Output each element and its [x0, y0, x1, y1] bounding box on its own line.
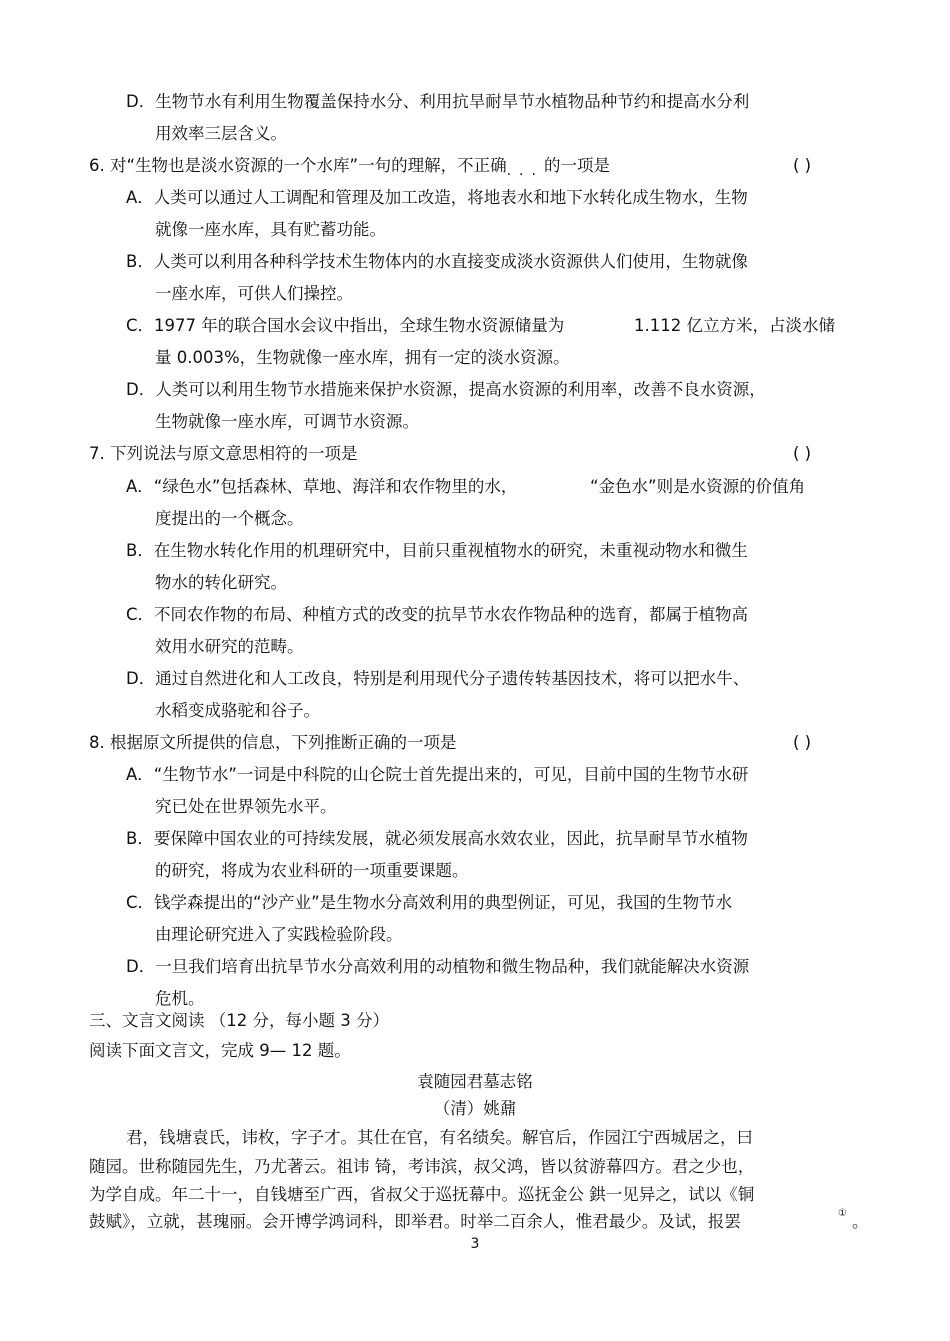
- footnote-ref: ①: [838, 1208, 847, 1219]
- q5-option-d-line2: 用效率三层含义。: [155, 124, 287, 143]
- q7-option-b-line1: B．在生物水转化作用的机理研究中，目前只重视植物水的研究，未重视动物水和微生: [126, 541, 748, 560]
- q7-option-a-line2: 度提出的一个概念。: [155, 509, 304, 528]
- q8-option-b-line1: B．要保障中国农业的可持续发展，就必须发展高水效农业，因此，抗旱耐旱节水植物: [126, 829, 748, 848]
- q6-stem-end: 的一项是: [543, 156, 610, 175]
- q8-answer-blank: ( ): [793, 733, 812, 752]
- q7-option-a-line1a: A．“绿色水”包括森林、草地、海洋和农作物里的水，: [126, 477, 518, 496]
- emphasis-dots: ...: [506, 163, 544, 179]
- q8-option-a-line2: 究已处在世界领先水平。: [155, 797, 337, 816]
- passage-line4: 鼓赋》，立就，甚瑰丽。会开博学鸿词科，即举君。时举二百余人，惟君最少。及试，报罢: [89, 1212, 741, 1231]
- q6-option-b-line2: 一座水库，可供人们操控。: [155, 284, 353, 303]
- q6-answer-blank: ( ): [793, 156, 812, 175]
- q6-stem-text: 6. 对“生物也是淡水资源的一个水库”一句的理解，不正确: [89, 156, 507, 175]
- section-heading: 三、文言文阅读 （12 分，每小题 3 分）: [89, 1011, 389, 1030]
- passage-line1: 君，钱塘袁氏，讳枚，字子才。其仕在官，有名绩矣。解官后，作园江宁西城居之，曰: [126, 1128, 753, 1147]
- passage-author: （清）姚鼐: [433, 1099, 517, 1118]
- q7-option-d-line1: D．通过自然进化和人工改良，特别是利用现代分子遗传转基因技术，将可以把水牛、: [126, 669, 750, 688]
- q7-stem: 7. 下列说法与原文意思相符的一项是: [89, 444, 358, 463]
- q6-option-c-line1a: C．1977 年的联合国水会议中指出，全球生物水资源储量为: [126, 316, 565, 335]
- passage-line3: 为学自成。年二十一，自钱塘至广西，省叔父于巡抚幕中。巡抚金公 鉷一见异之，试以《铜: [89, 1185, 755, 1204]
- q6-option-b-line1: B．人类可以利用各种科学技术生物体内的水直接变成淡水资源供人们使用，生物就像: [126, 252, 748, 271]
- q6-option-c-line2: 量 0.003%，生物就像一座水库，拥有一定的淡水资源。: [155, 348, 570, 367]
- q7-option-c-line2: 效用水研究的范畴。: [155, 637, 304, 656]
- q7-answer-blank: ( ): [793, 444, 812, 463]
- q8-stem: 8. 根据原文所提供的信息，下列推断正确的一项是: [89, 733, 457, 752]
- q7-option-b-line2: 物水的转化研究。: [155, 573, 287, 592]
- section-instruction: 阅读下面文言文，完成 9— 12 题。: [89, 1041, 351, 1060]
- q8-option-b-line2: 的研究，将成为农业科研的一项重要课题。: [155, 861, 469, 880]
- passage-line2: 随园。世称随园先生，乃尤著云。祖讳 锜，考讳滨，叔父鸿，皆以贫游幕四方。君之少也，: [89, 1157, 755, 1176]
- page-number: 3: [470, 1236, 480, 1252]
- q7-option-a-line1b: “金色水”则是水资源的价值角: [590, 477, 806, 496]
- q8-option-c-line1: C．钱学森提出的“沙产业”是生物水分高效利用的典型例证，可见，我国的生物节水: [126, 893, 733, 912]
- q8-option-d-line2: 危机。: [155, 989, 205, 1008]
- footnote-marker: [838, 1203, 847, 1229]
- passage-title: 袁随园君墓志铭: [417, 1072, 533, 1091]
- q5-option-d-line1: D．生物节水有利用生物覆盖保持水分、利用抗旱耐旱节水植物品种节约和提高水分利: [126, 92, 750, 111]
- q6-option-a-line1: A．人类可以通过人工调配和管理及加工改造，将地表水和地下水转化成生物水，生物: [126, 188, 748, 207]
- q6-option-c-line1b: 1.112 亿立方米，占淡水储: [634, 316, 835, 335]
- q8-option-d-line1: D．一旦我们培育出抗旱节水分高效利用的动植物和微生物品种，我们就能解决水资源: [126, 957, 750, 976]
- q7-option-d-line2: 水稻变成骆驼和谷子。: [155, 701, 320, 720]
- q8-option-c-line2: 由理论研究进入了实践检验阶段。: [155, 925, 403, 944]
- q6-option-d-line1: D．人类可以利用生物节水措施来保护水资源，提高水资源的利用率，改善不良水资源，: [126, 380, 766, 399]
- q6-option-a-line2: 就像一座水库，具有贮蓄功能。: [155, 220, 386, 239]
- q7-option-c-line1: C．不同农作物的布局、种植方式的改变的抗旱节水农作物品种的选育，都属于植物高: [126, 605, 749, 624]
- q6-stem: [89, 155, 610, 178]
- passage-line4-end: 。: [852, 1212, 869, 1231]
- q6-option-d-line2: 生物就像一座水库，可调节水资源。: [155, 412, 419, 431]
- q8-option-a-line1: A．“生物节水”一词是中科院的山仑院士首先提出来的，可见，目前中国的生物节水研: [126, 765, 749, 784]
